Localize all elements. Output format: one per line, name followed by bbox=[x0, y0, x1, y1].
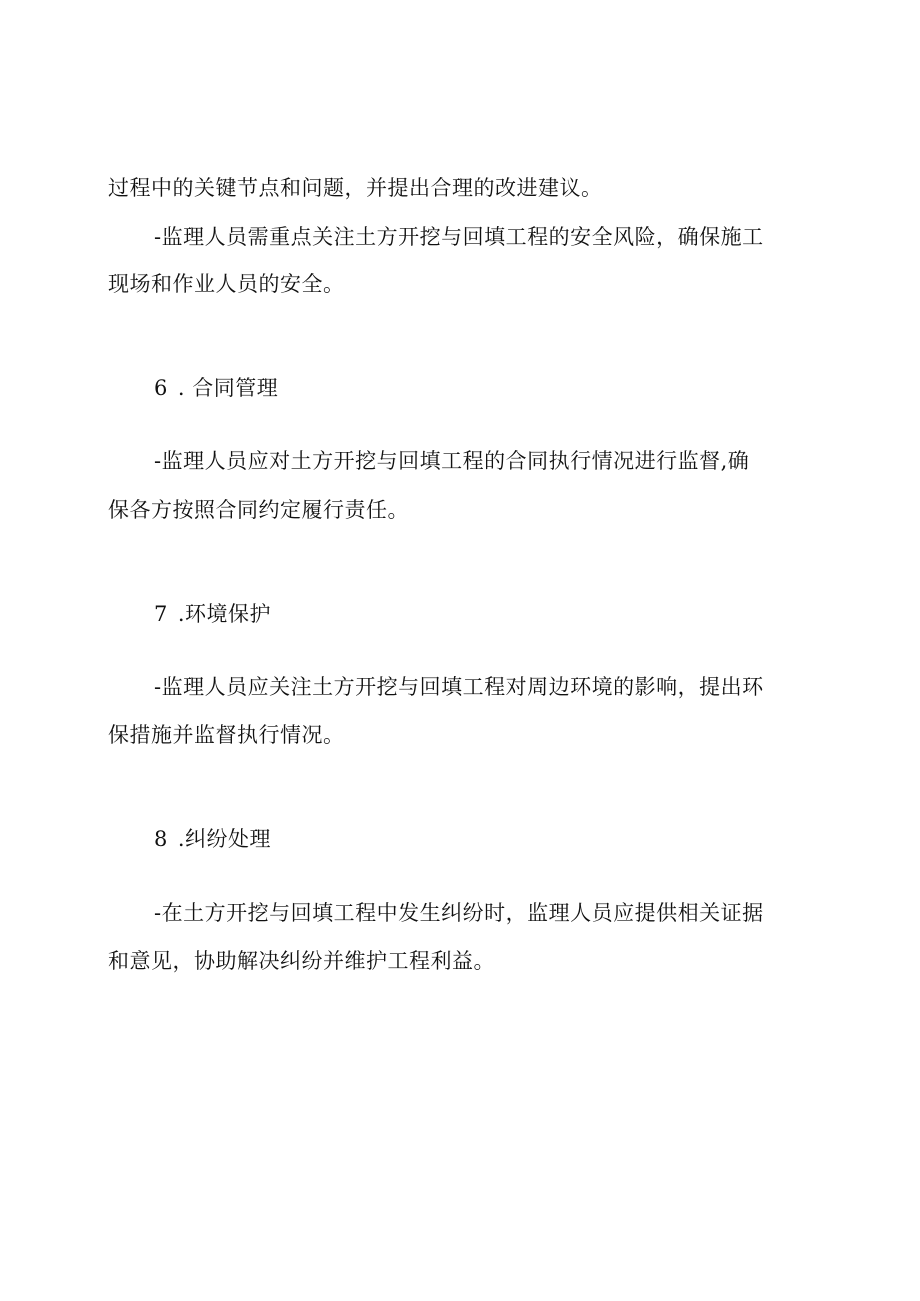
section-title: . 合同管理 bbox=[177, 376, 279, 400]
section-number: 8 bbox=[154, 827, 168, 851]
paragraph-line: 过程中的关键节点和问题，并提出合理的改进建议。 bbox=[108, 176, 603, 200]
paragraph-line: 现场和作业人员的安全。 bbox=[108, 272, 345, 296]
paragraph-line: -监理人员需重点关注土方开挖与回填工程的安全风险，确保施工 bbox=[154, 225, 764, 249]
section-number: 6 bbox=[154, 376, 168, 400]
paragraph-line: 保措施并监督执行情况。 bbox=[108, 723, 345, 747]
section-heading-7 bbox=[154, 599, 271, 629]
section-heading-8 bbox=[154, 824, 271, 854]
section-heading-6 bbox=[154, 373, 278, 403]
paragraph-line: -在土方开挖与回填工程中发生纠纷时，监理人员应提供相关证据 bbox=[154, 901, 764, 925]
section-title: .环境保护 bbox=[177, 602, 272, 626]
paragraph-line: -监理人员应对土方开挖与回填工程的合同执行情况进行监督,确 bbox=[154, 449, 750, 473]
section-title: .纠纷处理 bbox=[177, 827, 272, 851]
paragraph-line: 保各方按照合同约定履行责任。 bbox=[108, 498, 409, 522]
paragraph-line: 和意见，协助解决纠纷并维护工程利益。 bbox=[108, 949, 495, 973]
paragraph-line: -监理人员应关注土方开挖与回填工程对周边环境的影响，提出环 bbox=[154, 675, 764, 699]
section-number: 7 bbox=[154, 602, 168, 626]
